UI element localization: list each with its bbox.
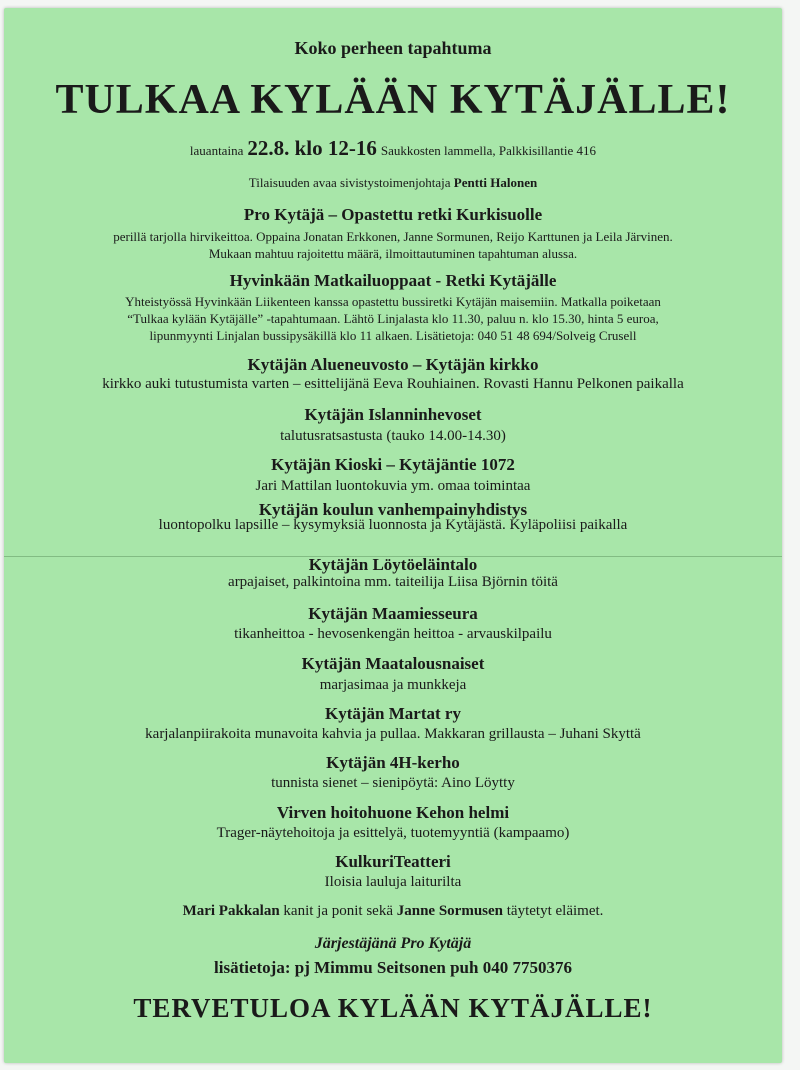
date-line xyxy=(4,136,782,161)
section-heading: Pro Kytäjä – Opastettu retki Kurkisuolle xyxy=(243,205,543,224)
section-heading: Kytäjän Islanninhevoset xyxy=(304,405,482,424)
animals-end: täytetyt eläimet. xyxy=(506,903,604,919)
section-text: kirkko auki tutustumista varten – esittelijänä Eeva Rouhiainen. Rovasti Hannu Pelkonen paikalla xyxy=(102,376,684,392)
date-place: Saukkosten lammella, Palkkisillantie 416 xyxy=(380,143,597,158)
section-heading: Kytäjän Maatalousnaiset xyxy=(301,654,485,673)
section-heading: Kytäjän Maamiesseura xyxy=(308,604,478,623)
section-heading: Kytäjän Martat ry xyxy=(325,704,461,723)
section-text: Mukaan mahtuu rajoitettu määrä, ilmoittautuminen tapahtuman alussa. xyxy=(208,246,578,261)
section-heading: Kytäjän Löytöeläintalo xyxy=(308,555,478,574)
section-text: tikanheittoa - hevosenkengän heittoa - arvauskilpailu xyxy=(234,626,552,642)
section-text: arpajaiset, palkintoina mm. taiteilija Liisa Björnin töitä xyxy=(228,574,558,590)
poster-title: TULKAA KYLÄÄN KYTÄJÄLLE! xyxy=(55,77,731,123)
info-line: lisätietoja: pj Mimmu Seitsonen puh 040 7750376 xyxy=(214,958,572,977)
closing-line: TERVETULOA KYLÄÄN KYTÄJÄLLE! xyxy=(133,993,653,1023)
section-text: Iloisia lauluja laiturilta xyxy=(324,874,462,890)
section-text: Yhteistyössä Hyvinkään Liikenteen kanssa opastettu bussiretki Kytäjän maisemiin. Matkalla poiketaan xyxy=(125,294,661,309)
animals-line xyxy=(4,903,782,920)
top-line: Koko perheen tapahtuma xyxy=(294,38,492,58)
section-text: perillä tarjolla hirvikeittoa. Oppaina Jonatan Erkkonen, Janne Sormunen, Reijo Karttunen ja Leila Järvinen. xyxy=(113,229,673,244)
section-heading: KulkuriTeatteri xyxy=(335,852,451,871)
section-text: lipunmyynti Linjalan bussipysäkillä klo 11 alkaen. Lisätietoja: 040 51 48 694/Solveig Crusell xyxy=(149,328,637,343)
section-text: Trager-näytehoitoja ja esittelyä, tuotemyyntiä (kampaamo) xyxy=(216,825,570,841)
date-day: lauantaina xyxy=(189,143,244,158)
opening-text: Tilaisuuden avaa sivistystoimenjohtaja xyxy=(248,175,451,190)
poster-sheet xyxy=(4,8,782,1063)
section-heading: Kytäjän Kioski – Kytäjäntie 1072 xyxy=(271,455,515,474)
opening-line xyxy=(4,175,782,191)
section-heading: Virven hoitohuone Kehon helmi xyxy=(276,803,510,822)
section-heading: Hyvinkään Matkailuoppaat - Retki Kytäjälle xyxy=(229,271,557,290)
section-text: luontopolku lapsille – kysymyksiä luonnosta ja Kytäjästä. Kyläpoliisi paikalla xyxy=(158,517,628,533)
animals-name-1: Mari Pakkalan xyxy=(182,903,280,919)
opening-name: Pentti Halonen xyxy=(453,175,538,190)
section-text: Jari Mattilan luontokuvia ym. omaa toimintaa xyxy=(255,478,531,494)
section-text: talutusratsastusta (tauko 14.00-14.30) xyxy=(280,428,506,444)
section-heading: Kytäjän Alueneuvosto – Kytäjän kirkko xyxy=(247,355,539,374)
section-text: “Tulkaa kylään Kytäjälle” -tapahtumaan. Lähtö Linjalasta klo 11.30, paluu n. klo 15.30, hinta 5 euroa, xyxy=(127,311,659,326)
date-time: 22.8. klo 12-16 xyxy=(247,136,377,160)
section-heading: Kytäjän 4H-kerho xyxy=(326,753,460,772)
animals-name-2: Janne Sormusen xyxy=(396,903,504,919)
organizer-line: Järjestäjänä Pro Kytäjä xyxy=(314,935,472,952)
section-text: karjalanpiirakoita munavoita kahvia ja pullaa. Makkaran grillausta – Juhani Skyttä xyxy=(145,726,641,742)
animals-mid: kanit ja ponit sekä xyxy=(283,903,393,919)
section-heading: Kytäjän koulun vanhempainyhdistys xyxy=(258,500,528,519)
section-text: marjasimaa ja munkkeja xyxy=(319,677,467,693)
section-text: tunnista sienet – sienipöytä: Aino Löytty xyxy=(271,775,515,791)
